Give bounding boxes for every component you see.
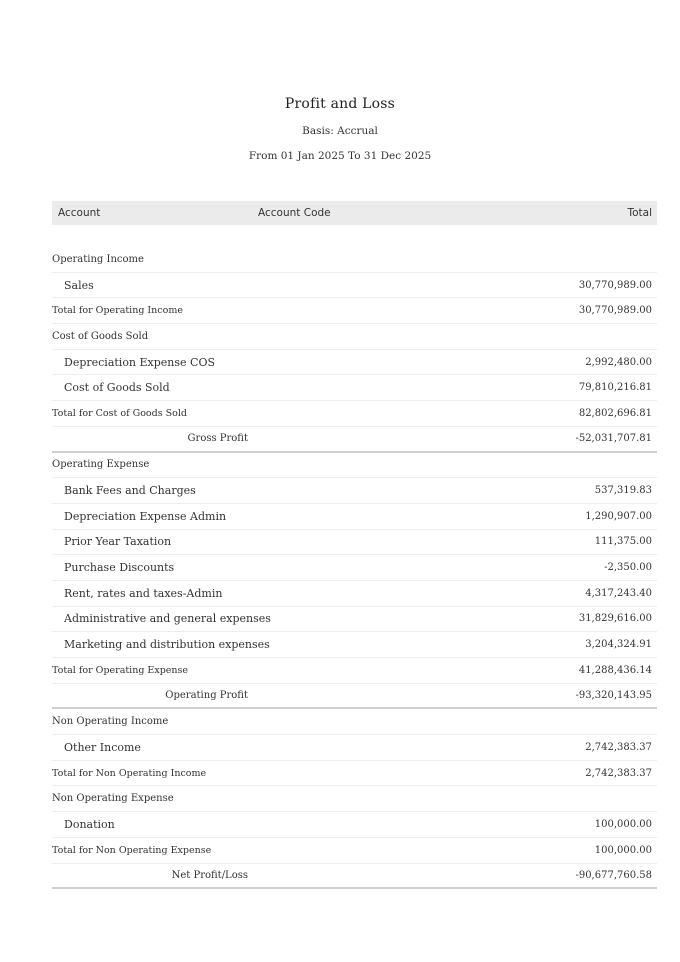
summary-row xyxy=(52,864,657,890)
row-label: Total for Non Operating Income xyxy=(52,767,207,779)
account-row xyxy=(52,375,657,401)
row-label: Purchase Discounts xyxy=(64,561,175,575)
section-header-row xyxy=(52,247,657,273)
row-label: Donation xyxy=(64,817,115,831)
row-value: -90,677,760.58 xyxy=(575,869,652,881)
row-value: 31,829,616.00 xyxy=(578,613,652,625)
account-row xyxy=(52,350,657,376)
account-row xyxy=(52,478,657,504)
row-label: Non Operating Expense xyxy=(52,793,174,805)
row-label: Cost of Goods Sold xyxy=(52,330,149,342)
report-header xyxy=(0,96,680,162)
row-label: Other Income xyxy=(64,740,141,754)
row-value: 2,742,383.37 xyxy=(585,767,652,779)
row-value: 537,319.83 xyxy=(594,485,652,497)
row-label: Operating Income xyxy=(52,253,144,265)
row-label: Operating Profit xyxy=(165,690,248,702)
account-row xyxy=(52,555,657,581)
row-label: Marketing and distribution expenses xyxy=(64,638,270,652)
table-body xyxy=(52,247,657,889)
row-label: Depreciation Expense Admin xyxy=(64,509,227,523)
row-value: 4,317,243.40 xyxy=(585,587,652,599)
row-value: -93,320,143.95 xyxy=(575,690,652,702)
section-total-row xyxy=(52,401,657,427)
row-value: 30,770,989.00 xyxy=(578,279,652,291)
summary-row xyxy=(52,427,657,453)
summary-row xyxy=(52,684,657,710)
account-row xyxy=(52,632,657,658)
section-total-row xyxy=(52,838,657,864)
account-row xyxy=(52,530,657,556)
account-row xyxy=(52,581,657,607)
row-label: Bank Fees and Charges xyxy=(64,484,196,498)
column-header-account: Account xyxy=(58,207,101,219)
row-label: Total for Operating Income xyxy=(52,305,183,317)
row-label: Total for Operating Expense xyxy=(52,664,189,676)
table-spacer xyxy=(52,225,657,247)
row-value: 82,802,696.81 xyxy=(578,407,652,419)
section-header-row xyxy=(52,324,657,350)
row-value: 1,290,907.00 xyxy=(585,510,652,522)
row-label: Net Profit/Loss xyxy=(171,869,248,881)
table-header xyxy=(52,201,657,225)
row-label: Sales xyxy=(64,278,94,292)
account-row xyxy=(52,273,657,299)
section-total-row xyxy=(52,761,657,787)
row-value: 79,810,216.81 xyxy=(578,382,652,394)
section-header-row xyxy=(52,453,657,479)
row-value: 41,288,436.14 xyxy=(578,664,652,676)
report-basis: Basis: Accrual xyxy=(302,125,378,137)
column-header-account-code: Account Code xyxy=(258,207,331,219)
profit-loss-table xyxy=(52,201,657,889)
section-header-row xyxy=(52,709,657,735)
account-row xyxy=(52,812,657,838)
row-value: 111,375.00 xyxy=(594,536,652,548)
row-value: -2,350.00 xyxy=(604,562,652,574)
section-total-row xyxy=(52,658,657,684)
section-total-row xyxy=(52,298,657,324)
row-label: Administrative and general expenses xyxy=(64,612,271,626)
column-header-total: Total xyxy=(627,207,652,219)
row-value: 3,204,324.91 xyxy=(585,639,652,651)
row-value: -52,031,707.81 xyxy=(575,433,652,445)
row-label: Total for Non Operating Expense xyxy=(52,844,212,856)
row-label: Cost of Goods Sold xyxy=(64,381,170,395)
row-value: 30,770,989.00 xyxy=(578,305,652,317)
row-label: Rent, rates and taxes-Admin xyxy=(64,586,223,600)
report-title: Profit and Loss xyxy=(284,96,396,112)
account-row xyxy=(52,735,657,761)
row-label: Prior Year Taxation xyxy=(64,535,172,549)
report-period: From 01 Jan 2025 To 31 Dec 2025 xyxy=(248,150,432,162)
row-value: 100,000.00 xyxy=(594,844,652,856)
row-value: 2,742,383.37 xyxy=(585,741,652,753)
row-label: Operating Expense xyxy=(52,459,150,471)
row-value: 100,000.00 xyxy=(594,818,652,830)
row-label: Gross Profit xyxy=(187,433,248,445)
row-label: Depreciation Expense COS xyxy=(64,355,216,369)
row-label: Non Operating Income xyxy=(52,716,169,728)
section-header-row xyxy=(52,786,657,812)
row-label: Total for Cost of Goods Sold xyxy=(52,407,187,419)
account-row xyxy=(52,607,657,633)
row-value: 2,992,480.00 xyxy=(585,356,652,368)
account-row xyxy=(52,504,657,530)
